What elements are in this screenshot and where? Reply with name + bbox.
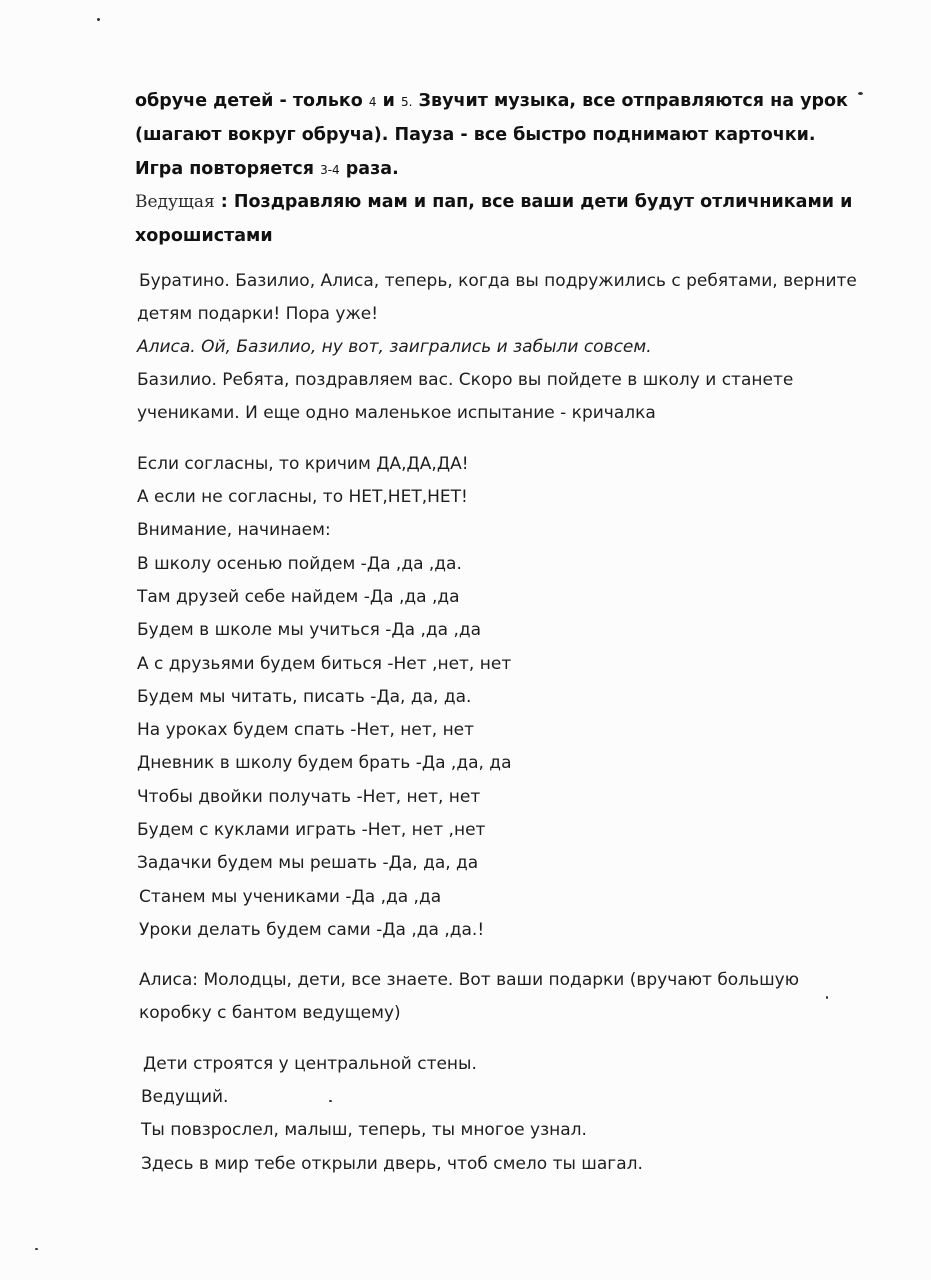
text-line: учениками. И еще одно маленькое испытание - кричалка [137, 403, 656, 423]
text-segment: Звучит музыка, все отправляются на урок [412, 91, 848, 111]
text-line: детям подарки! Пора уже! [137, 304, 379, 324]
text-segment: обруче детей - только [135, 91, 369, 111]
text-line: Будем в школе мы учиться -Да ,да ,да [137, 620, 482, 640]
scan-speck [97, 18, 100, 21]
text-line: Задачки будем мы решать -Да, да, да [137, 853, 479, 873]
text-number: 4 [368, 95, 377, 109]
text-line: Там друзей себе найдем -Да ,да ,да [137, 587, 460, 607]
text-line: (шагают вокруг обруча). Пауза - все быстро поднимают карточки. [135, 125, 816, 145]
text-line: хорошистами [135, 226, 273, 246]
text-segment: и [376, 91, 402, 111]
text-line: Будем с куклами играть -Нет, нет ,нет [137, 820, 486, 840]
text-number: 5. [401, 95, 413, 109]
text-line: Ведущий. [141, 1087, 229, 1107]
text-line: Алиса. Ой, Базилио, ну вот, заигрались и забыли совсем. [137, 337, 652, 357]
text-line: Ты повзрослел, малыш, теперь, ты многое узнал. [141, 1120, 587, 1140]
text-line: Здесь в мир тебе открыли дверь, чтоб смело ты шагал. [141, 1154, 643, 1174]
text-line [135, 191, 852, 213]
scan-speck [35, 1248, 38, 1250]
text-line: Дневник в школу будем брать -Да ,да, да [137, 753, 512, 773]
text-line: Будем мы читать, писать -Да, да, да. [137, 687, 472, 707]
text-line: Станем мы учениками -Да ,да ,да [139, 887, 442, 907]
text-segment: Игра повторяется [135, 159, 321, 179]
text-line: А с друзьями будем биться -Нет ,нет, нет [137, 654, 512, 674]
text-line: Базилио. Ребята, поздравляем вас. Скоро вы пойдете в школу и станете [137, 370, 794, 390]
text-line: Если согласны, то кричим ДА,ДА,ДА! [137, 454, 469, 474]
text-line [135, 158, 399, 181]
text-line: Буратино. Базилио, Алиса, теперь, когда вы подружились с ребятами, верните [139, 271, 857, 291]
text-line: В школу осенью пойдем -Да ,да ,да. [137, 554, 462, 574]
speaker-label: Ведущая [135, 192, 215, 212]
text-line: На уроках будем спать -Нет, нет, нет [137, 720, 475, 740]
text-line: Дети строятся у центральной стены. [143, 1054, 477, 1074]
text-segment: : Поздравляю мам и пап, все ваши дети будут отличниками и [214, 192, 853, 212]
scan-speck [826, 996, 828, 999]
scan-speck [858, 92, 863, 95]
text-number: 3-4 [320, 163, 340, 177]
text-line: коробку с бантом ведущему) [139, 1003, 401, 1023]
text-line: Уроки делать будем сами -Да ,да ,да.! [139, 920, 485, 940]
text-line: А если не согласны, то НЕТ,НЕТ,НЕТ! [137, 487, 468, 507]
text-line: Внимание, начинаем: [137, 520, 331, 540]
text-line: Чтобы двойки получать -Нет, нет, нет [137, 787, 481, 807]
text-segment: раза. [339, 159, 399, 179]
text-line [135, 90, 848, 113]
text-line: Алиса: Молодцы, дети, все знаете. Вот ваши подарки (вручают большую [139, 970, 800, 990]
scan-speck [329, 1100, 332, 1102]
